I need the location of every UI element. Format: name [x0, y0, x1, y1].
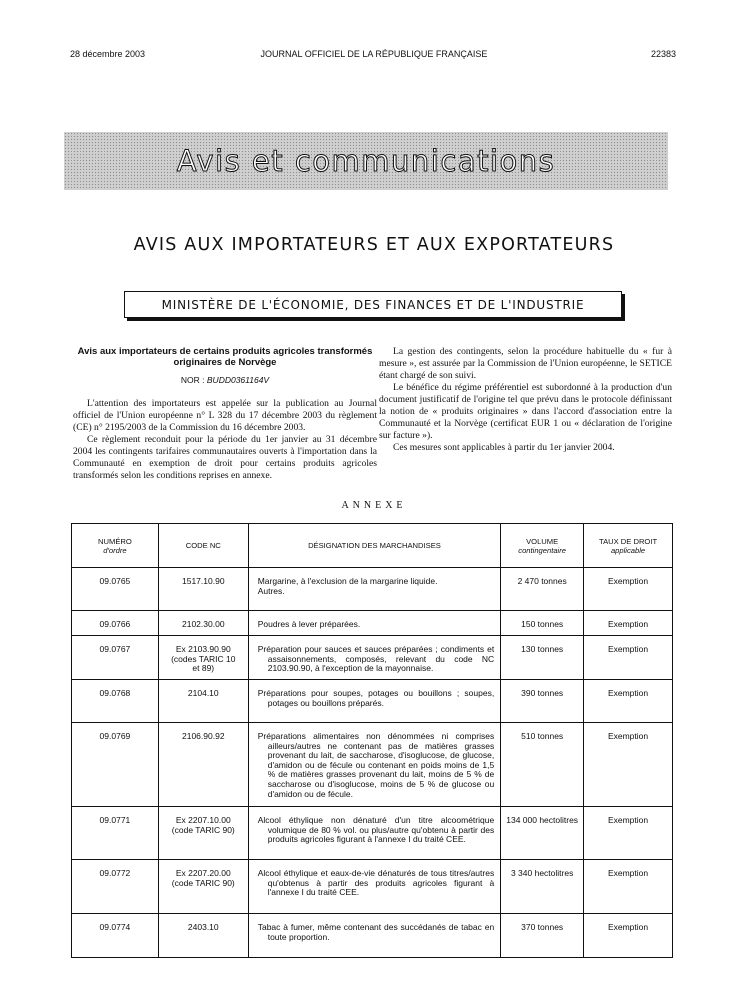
cell-designation: Margarine, à l'exclusion de la margarine liquide. Autres. — [248, 568, 500, 611]
cell-designation: Tabac à fumer, même contenant des succédanés de tabac en toute proportion. — [248, 914, 500, 958]
cell-volume: 390 tonnes — [501, 680, 584, 723]
section-banner — [64, 132, 668, 190]
cell-taux: Exemption — [584, 860, 673, 914]
header-page-number: 22383 — [650, 49, 676, 59]
col-header-code: CODE NC — [158, 524, 248, 568]
col-header-designation: DÉSIGNATION DES MARCHANDISES — [248, 524, 500, 568]
table-row — [72, 568, 673, 611]
nor-code: BUDD0361164V — [206, 375, 270, 385]
col-header-volume-label: VOLUME — [526, 536, 559, 546]
cell-code: Ex 2103.90.90 (codes TARIC 10 et 89) — [158, 636, 248, 680]
cell-volume: 510 tonnes — [501, 723, 584, 807]
notice-paragraph-5: Ces mesures sont applicables à partir du 1er janvier 2004. — [393, 442, 615, 453]
col-header-taux-sub: applicable — [610, 545, 646, 555]
cell-designation: Poudres à lever préparées. — [248, 611, 500, 636]
col-header-volume — [501, 524, 584, 568]
annex-table — [71, 523, 673, 958]
col-header-taux-label: TAUX DE DROIT — [599, 536, 658, 546]
header-journal-title: JOURNAL OFFICIEL DE LA RÉPUBLIQUE FRANÇAISE — [260, 49, 488, 59]
cell-code: Ex 2207.20.00 (code TARIC 90) — [158, 860, 248, 914]
cell-volume: 2 470 tonnes — [501, 568, 584, 611]
header-date: 28 décembre 2003 — [70, 49, 146, 59]
notice-paragraph-2: Ce règlement reconduit pour la période du 1er janvier au 31 décembre 2004 les contingents tarifaires communautaires ouverts à l'importation dans la Communauté en exemption de droit pour certains produits agricoles transformés selon les conditions reprises en annexe. — [73, 434, 377, 481]
cell-code: 2106.90.92 — [158, 723, 248, 807]
cell-numero: 09.0768 — [72, 680, 159, 723]
table-row — [72, 723, 673, 807]
cell-code: 2403.10 — [158, 914, 248, 958]
notice-paragraph-1: L'attention des importateurs est appelée sur la publication au Journal officiel de l'Union européenne n° L 328 du 17 décembre 2003 du règlement (CE) n° 2195/2003 de la Commission du 16 décembre 2003. — [73, 398, 377, 433]
cell-code: 2104.10 — [158, 680, 248, 723]
cell-taux: Exemption — [584, 914, 673, 958]
col-header-volume-sub: contingentaire — [518, 545, 566, 555]
nor-reference — [73, 374, 377, 386]
cell-code: Ex 2207.10.00 (code TARIC 90) — [158, 807, 248, 860]
ministry-heading: MINISTÈRE DE L'ÉCONOMIE, DES FINANCES ET DE L'INDUSTRIE — [124, 291, 622, 318]
cell-code: 2102.30.00 — [158, 611, 248, 636]
notice-left-column — [73, 346, 377, 482]
cell-taux: Exemption — [584, 680, 673, 723]
cell-numero: 09.0771 — [72, 807, 159, 860]
notice-title: Avis aux importateurs de certains produits agricoles transformés originaires de Norvège — [77, 346, 373, 368]
cell-volume: 370 tonnes — [501, 914, 584, 958]
cell-designation: Préparations pour soupes, potages ou bouillons ; soupes, potages ou bouillons préparés. — [248, 680, 500, 723]
col-header-numero — [72, 524, 159, 568]
cell-volume: 134 000 hectolitres — [501, 807, 584, 860]
table-row — [72, 680, 673, 723]
cell-numero: 09.0766 — [72, 611, 159, 636]
notice-paragraph-3: La gestion des contingents, selon la procédure habituelle du « fur à mesure », est assurée par la Commission de l'Union européenne, le SETICE étant chargé de son suivi. — [379, 346, 672, 381]
banner-title: Avis et communications — [176, 144, 556, 178]
col-header-taux — [584, 524, 673, 568]
section-title: AVIS AUX IMPORTATEURS ET AUX EXPORTATEURS — [133, 235, 615, 255]
cell-designation: Préparation pour sauces et sauces préparées ; condiments et assaisonnements, composés, relevant du code NC 2103.90.90, à l'exception de la mayonnaise. — [248, 636, 500, 680]
col-header-numero-sub: d'ordre — [103, 545, 127, 555]
table-row — [72, 860, 673, 914]
cell-numero: 09.0765 — [72, 568, 159, 611]
cell-taux: Exemption — [584, 636, 673, 680]
nor-label: NOR : — [180, 375, 205, 385]
annexe-title: ANNEXE — [341, 500, 407, 511]
cell-volume: 3 340 hectolitres — [501, 860, 584, 914]
col-header-numero-label: NUMÉRO — [98, 536, 132, 546]
cell-numero: 09.0772 — [72, 860, 159, 914]
cell-taux: Exemption — [584, 568, 673, 611]
notice-right-column — [379, 346, 672, 454]
cell-volume: 130 tonnes — [501, 636, 584, 680]
table-row — [72, 914, 673, 958]
cell-taux: Exemption — [584, 723, 673, 807]
cell-designation: Préparations alimentaires non dénommées ni comprises ailleurs/autres ne contenant pas de matières grasses provenant du lait, de saccharose, d'isoglucose, de glucose, d'amidon ou de fécule ou contenant en poids moins de 1,5 % de matières grasses provenant du lait, moins de 5 % de saccharose ou d'isoglucose, moins de 5 % de glucose ou d'amidon ou de fécule. — [248, 723, 500, 807]
cell-designation: Alcool éthylique et eaux-de-vie dénaturés de tous titres/autres qu'obtenus à partir des produits agricoles figurant à l'annexe I du traité CEE. — [248, 860, 500, 914]
notice-paragraph-4: Le bénéfice du régime préférentiel est subordonné à la production d'un document justificatif de l'origine tel que prévu dans le protocole définissant la notion de « produits originaires » dans l'accord d'association entre la Communauté et la Norvège (certificat EUR 1 ou « déclaration de l'origine sur facture »). — [379, 382, 672, 441]
cell-designation: Alcool éthylique non dénaturé d'un titre alcoométrique volumique de 80 % vol. ou plus/autre qu'obtenu à partir des produits agricoles figurant à l'annexe I du traité CEE. — [248, 807, 500, 860]
table-row — [72, 636, 673, 680]
cell-numero: 09.0769 — [72, 723, 159, 807]
table-row — [72, 611, 673, 636]
table-header-row — [72, 524, 673, 568]
cell-taux: Exemption — [584, 807, 673, 860]
cell-taux: Exemption — [584, 611, 673, 636]
cell-numero: 09.0774 — [72, 914, 159, 958]
cell-volume: 150 tonnes — [501, 611, 584, 636]
cell-code: 1517.10.90 — [158, 568, 248, 611]
table-row — [72, 807, 673, 860]
cell-numero: 09.0767 — [72, 636, 159, 680]
